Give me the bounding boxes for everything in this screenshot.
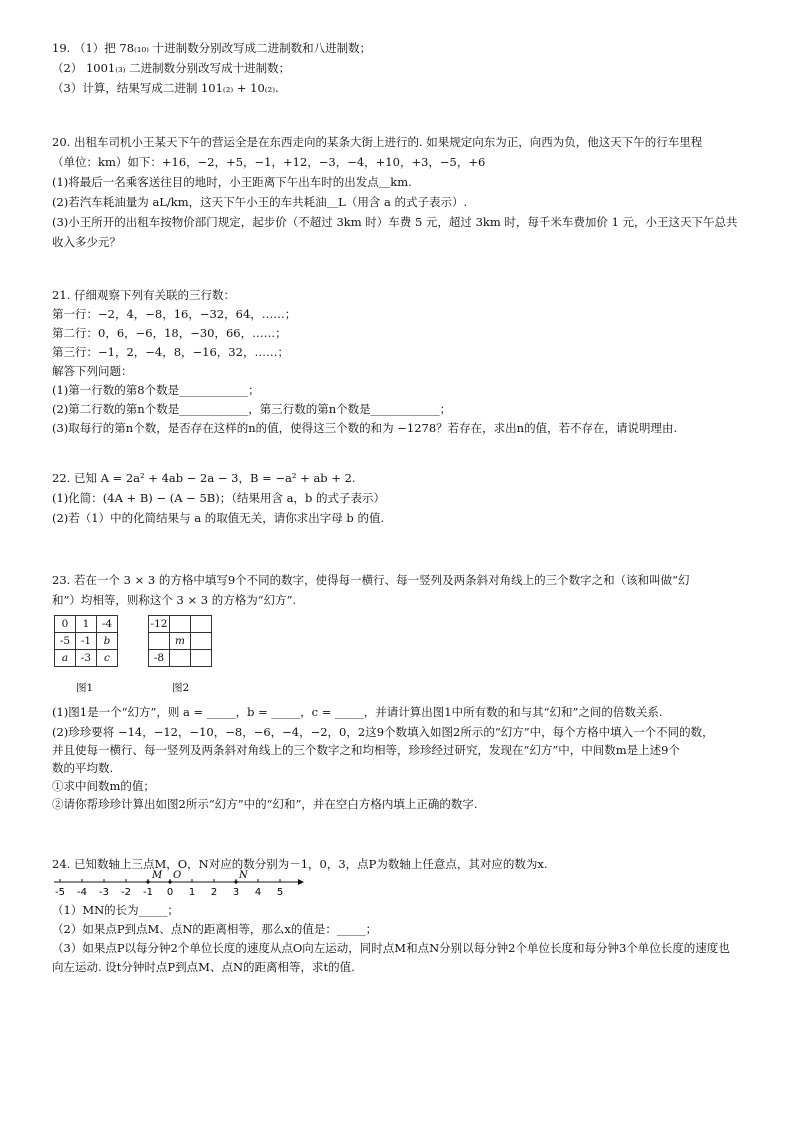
fig1-cell: 1 [76,616,97,633]
q21-line-2: 第一行：−2，4，−8，16，−32，64，……； [52,307,297,321]
fig1-cell: -3 [76,650,97,667]
fig1-cell: -1 [76,633,97,650]
point-label-M: M [152,870,163,881]
q23-line-6: 数的平均数. [52,761,114,775]
axis-tick-label: -4 [77,887,87,898]
q21-line-3: 第二行：0，6，−6，18，−30，66，……； [52,326,287,340]
axis-tick-label: 2 [210,887,218,898]
fig2-cell [170,650,191,667]
q23-line-7: ①求中间数m的值； [52,779,155,793]
figure-1-caption: 图1 [76,682,94,694]
fig1-cell: b [97,633,118,650]
q21-line-5: 解答下列问题： [52,364,133,378]
q21-line-4: 第三行：−1，2，−4，8，−16，32，……； [52,345,289,359]
fig1-cell: -4 [97,616,118,633]
q24-line-4: （3）如果点P以每分钟2个单位长度的速度从点O向左运动，同时点M和点N分别以每分钟2个单位长度和每分钟3个单位长度的速度也 [52,941,730,955]
magic-square-figure-1 [54,615,118,667]
fig1-cell: c [97,650,118,667]
fig1-cell: -5 [55,633,76,650]
fig2-cell [191,616,212,633]
q22-line-3: (2)若（1）中的化简结果与 a 的取值无关，请你求出字母 b 的值. [52,511,385,525]
fig2-cell: -8 [149,650,170,667]
q22-line-2: (1)化简：(4A + B) − (A − 5B)；（结果用含 a，b 的式子表示） [52,491,385,505]
axis-arrow-icon [298,879,304,885]
q20-line-6: 收入多少元？ [52,235,121,249]
q21-line-6: (1)第一行数的第8个数是____________； [52,383,260,397]
q23-line-1: 23. 若在一个 3 × 3 的方格中填写9个不同的数字，使得每一横行、每一竖列及两条斜对角线上的三个数字之和（该和叫做“幻 [52,573,690,587]
q19-line-2: （2） 1001₍₃₎ 二进制数分别改写成十进制数； [52,61,291,75]
point-marker-N [234,880,237,883]
q19-line-1: 19. （1）把 78₍₁₀₎ 十进制数分别改写成二进制数和八进制数； [52,41,372,55]
point-label-N: N [239,870,248,881]
axis-tick-label: -2 [121,887,131,898]
q24-line-2: （1）MN的长为_____； [52,903,179,917]
fig2-cell: -12 [149,616,170,633]
q20-line-2: （单位：km）如下：+16，−2，+5，−1，+12，−3，−4，+10，+3，−5，+6 [52,155,486,169]
q24-line-5: 向左运动. 设t分钟时点P到点M、点N的距离相等，求t的值. [52,960,355,974]
fig2-cell [191,633,212,650]
point-marker-M [146,880,149,883]
q20-line-4: (2)若汽车耗油量为 aL/km，这天下午小王的车共耗油＿L（用含 a 的式子表示）. [52,195,468,209]
axis-tick-label: -1 [143,887,153,898]
point-label-O: O [173,870,182,881]
axis-tick-label: 4 [254,887,262,898]
fig1-cell: 0 [55,616,76,633]
q24-line-1: 24. 已知数轴上三点M，O，N对应的数分别为－1，0，3，点P为数轴上任意点，其对应的数为x. [52,857,548,871]
fig1-cell: a [55,650,76,667]
magic-square-figure-2 [148,615,212,667]
q21-line-1: 21. 仔细观察下列有关联的三行数： [52,288,235,302]
q23-line-8: ②请你帮珍珍计算出如图2所示“幻方”中的“幻和”，并在空白方格内填上正确的数字. [52,797,478,811]
q23-line-3: (1)图1是一个“幻方”，则 a = _____，b = _____，c = _____，并请计算出图1中所有数的和与其“幻和”之间的倍数关系. [52,705,663,719]
q24-line-3: （2）如果点P到点M、点N的距离相等，那么x的值是：_____； [52,922,378,936]
fig2-cell [170,616,191,633]
figure-2-caption: 图2 [172,682,190,694]
q23-line-2: 和”）均相等，则称这个 3 × 3 的方格为“幻方”. [52,593,297,607]
q19-line-3: （3）计算，结果写成二进制 101₍₂₎ + 10₍₂₎. [52,81,279,95]
axis-tick-label: -5 [55,887,65,898]
axis-tick-label: -3 [99,887,109,898]
point-marker-O [168,880,171,883]
q22-line-1: 22. 已知 A = 2a² + 4ab − 2a − 3，B = −a² + ab + 2. [52,471,356,485]
fig2-cell [149,633,170,650]
fig2-cell: m [170,633,191,650]
q20-line-5: (3)小王所开的出租车按物价部门规定，起步价（不超过 3km 时）车费 5 元，超过 3km 时，每千米车费加价 1 元，小王这天下午总共 [52,215,738,229]
axis-tick-label: 5 [276,887,284,898]
axis-tick-label: 3 [232,887,240,898]
q20-line-3: (1)将最后一名乘客送往目的地时，小王距离下午出车时的出发点＿km. [52,175,412,189]
axis-tick-label: 0 [166,887,174,898]
axis-tick-label: 1 [188,887,196,898]
q23-line-5: 并且使每一横行、每一竖列及两条斜对角线上的三个数字之和均相等，珍珍经过研究，发现在“幻方”中，中间数m是上述9个 [52,743,680,757]
number-line [52,870,312,900]
fig2-cell [191,650,212,667]
q23-line-4: (2)珍珍要将 −14，−12，−10，−8，−6，−4，−2，0，2这9个数填入如图2所示的“幻方”中，每个方格中填入一个不同的数， [52,725,714,739]
q21-line-7: (2)第二行数的第n个数是____________，第三行数的第n个数是____________； [52,402,452,416]
q21-line-8: (3)取每行的第n个数，是否存在这样的n的值，使得这三个数的和为 −1278？若存在，求出n的值，若不存在，请说明理由. [52,421,678,435]
q20-line-1: 20. 出租车司机小王某天下午的营运全是在东西走向的某条大街上进行的. 如果规定向东为正，向西为负，他这天下午的行车里程 [52,135,703,149]
